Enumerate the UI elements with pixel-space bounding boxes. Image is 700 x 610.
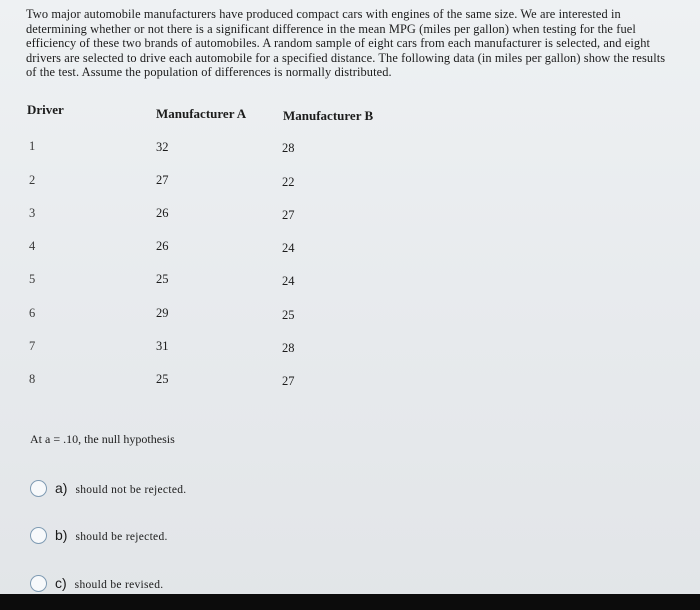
- driver-cell: 1: [29, 139, 36, 153]
- driver-cell: 8: [29, 372, 36, 386]
- radio-button[interactable]: [30, 527, 47, 544]
- option-a[interactable]: [30, 477, 186, 499]
- manufacturer-a-cell: 25: [156, 372, 169, 386]
- manufacturer-b-cell: 24: [282, 241, 295, 255]
- driver-cell: 7: [29, 339, 36, 353]
- manufacturer-a-cell: 25: [156, 272, 169, 286]
- question-text: Two major automobile manufacturers have produced compact cars with engines of the same size. We are interested in determining whether or not there is a significant difference in the mean MPG (miles per gallon) when testing for the fuel efficiency of these two brands of automobiles. A random sample of eight cars from each manufacturer is selected, and eight drivers are selected to drive each automobile for a specified distance. The following data (in miles per gallon) show the results of the test. Assume the population of differences is normally distributed.: [26, 7, 666, 80]
- driver-cell: 5: [29, 272, 36, 286]
- radio-button[interactable]: [30, 575, 47, 592]
- table-row: [0, 272, 700, 288]
- option-c[interactable]: [30, 572, 163, 594]
- manufacturer-b-cell: 22: [282, 175, 295, 189]
- table-row: [0, 139, 700, 155]
- table-row: [0, 173, 700, 189]
- manufacturer-b-cell: 28: [282, 341, 295, 355]
- option-b[interactable]: [30, 524, 168, 546]
- option-label: should be rejected.: [75, 531, 168, 543]
- manufacturer-b-cell: 24: [282, 274, 295, 288]
- manufacturer-b-cell: 25: [282, 308, 295, 322]
- driver-cell: 2: [29, 173, 36, 187]
- table-row: [0, 239, 700, 255]
- table-row: [0, 339, 700, 355]
- manufacturer-a-cell: 26: [156, 239, 169, 253]
- driver-cell: 4: [29, 239, 36, 253]
- option-label: should be revised.: [74, 579, 164, 591]
- header-driver: Driver: [27, 102, 64, 117]
- radio-button[interactable]: [30, 480, 47, 497]
- manufacturer-b-cell: 28: [282, 141, 295, 155]
- driver-cell: 6: [29, 306, 36, 320]
- option-label: should not be rejected.: [75, 483, 187, 496]
- manufacturer-a-cell: 31: [156, 339, 169, 353]
- manufacturer-b-cell: 27: [282, 374, 295, 388]
- driver-cell: 3: [29, 206, 36, 220]
- manufacturer-a-cell: 26: [156, 206, 169, 220]
- table-row: [0, 306, 700, 322]
- table-row: [0, 206, 700, 222]
- table-row: [0, 372, 700, 388]
- header-manufacturer-b: Manufacturer B: [283, 108, 374, 123]
- manufacturer-a-cell: 29: [156, 306, 169, 320]
- option-letter: b): [55, 527, 68, 543]
- option-letter: a): [55, 480, 68, 496]
- manufacturer-a-cell: 32: [156, 140, 169, 154]
- option-letter: c): [55, 575, 67, 591]
- manufacturer-a-cell: 27: [156, 173, 169, 187]
- bottom-edge-bar: [0, 594, 700, 610]
- header-manufacturer-a: Manufacturer A: [156, 106, 247, 121]
- question-prompt: At a = .10, the null hypothesis: [30, 432, 175, 446]
- manufacturer-b-cell: 27: [282, 208, 295, 222]
